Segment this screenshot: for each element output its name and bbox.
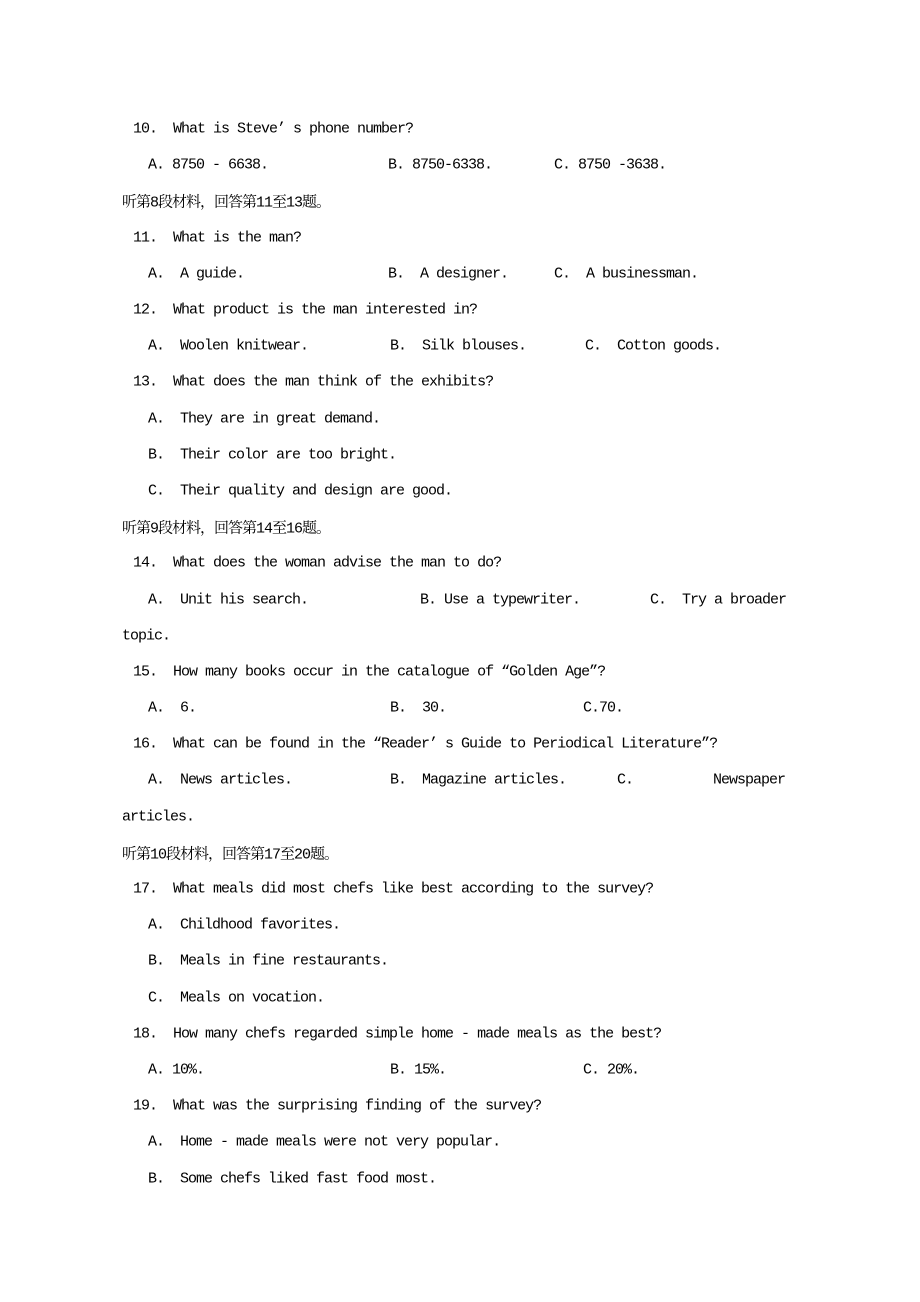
question-18 [0,1016,920,1052]
option-18-b: B. 15%. [390,1061,447,1079]
option-10-b: B. 8750-6338. [388,156,493,174]
option-11-c: C. A businessman. [554,265,699,283]
option-17-c: C. Meals on vocation. [148,989,325,1007]
question-17-option-a [0,907,920,943]
section-dialog-9-text: 听第9段材料，回答第14至16题。 [122,520,331,538]
question-10 [0,111,920,147]
option-14-b: B. Use a typewriter. [420,591,581,609]
option-15-c: C.70. [583,699,624,717]
question-12-options [0,328,920,364]
option-15-b: B. 30. [390,699,447,717]
question-19-option-a [0,1124,920,1160]
question-16-option-c-continuation [0,799,920,835]
option-17-b: B. Meals in fine restaurants. [148,952,389,970]
option-15-a: A. 6. [148,699,197,717]
question-13-text: 13. What does the man think of the exhibits? [133,373,494,391]
section-dialog-10 [0,835,920,871]
question-14 [0,545,920,581]
question-15 [0,654,920,690]
option-16-a: A. News articles. [148,771,293,789]
option-16-c-word: Newspaper [713,771,786,789]
question-17-option-b [0,943,920,979]
question-17-text: 17. What meals did most chefs like best according to the survey? [133,880,654,898]
question-13-option-b [0,437,920,473]
question-14-options [0,581,920,617]
section-dialog-8 [0,183,920,219]
question-12 [0,292,920,328]
option-18-a: A. 10%. [148,1061,205,1079]
question-19-text: 19. What was the surprising finding of the survey? [133,1097,542,1115]
option-19-a: A. Home - made meals were not very popular. [148,1133,501,1151]
question-11-options [0,256,920,292]
option-17-a: A. Childhood favorites. [148,916,341,934]
question-13-option-c [0,473,920,509]
option-12-a: A. Woolen knitwear. [148,337,309,355]
question-18-text: 18. How many chefs regarded simple home - made meals as the best? [133,1025,662,1043]
question-16 [0,726,920,762]
question-15-text: 15. How many books occur in the catalogue of “Golden Age”? [133,663,606,681]
option-13-c: C. Their quality and design are good. [148,482,453,500]
continuation-topic: topic. [122,627,171,645]
question-14-option-c-continuation [0,618,920,654]
option-10-a: A. 8750 - 6638. [148,156,269,174]
question-11-text: 11. What is the man? [133,229,302,247]
section-dialog-10-text: 听第10段材料，回答第17至20题。 [122,846,339,864]
question-17-option-c [0,980,920,1016]
option-14-c: C. Try a broader [650,591,787,609]
option-11-a: A. A guide. [148,265,245,283]
option-19-b: B. Some chefs liked fast food most. [148,1170,437,1188]
continuation-articles: articles. [122,808,195,826]
question-19-option-b [0,1160,920,1196]
question-11 [0,220,920,256]
question-16-text: 16. What can be found in the “Reader’ s Guide to Periodical Literature”? [133,735,718,753]
option-18-c: C. 20%. [583,1061,640,1079]
question-17 [0,871,920,907]
option-13-a: A. They are in great demand. [148,410,381,428]
option-13-b: B. Their color are too bright. [148,446,397,464]
option-12-c: C. Cotton goods. [585,337,722,355]
question-14-text: 14. What does the woman advise the man to do? [133,554,502,572]
question-13 [0,364,920,400]
option-10-c: C. 8750 -3638. [554,156,667,174]
option-11-b: B. A designer. [388,265,509,283]
section-dialog-8-text: 听第8段材料，回答第11至13题。 [122,194,331,212]
question-15-options [0,690,920,726]
option-14-a: A. Unit his search. [148,591,309,609]
question-12-text: 12. What product is the man interested in? [133,301,478,319]
question-13-option-a [0,401,920,437]
option-12-b: B. Silk blouses. [390,337,527,355]
option-16-c-letter: C. [617,771,634,789]
section-dialog-9 [0,509,920,545]
question-18-options [0,1052,920,1088]
question-16-options [0,762,920,798]
question-10-options [0,147,920,183]
question-10-text: 10. What is Steve’ s phone number? [133,120,414,138]
question-19 [0,1088,920,1124]
option-16-b: B. Magazine articles. [390,771,567,789]
